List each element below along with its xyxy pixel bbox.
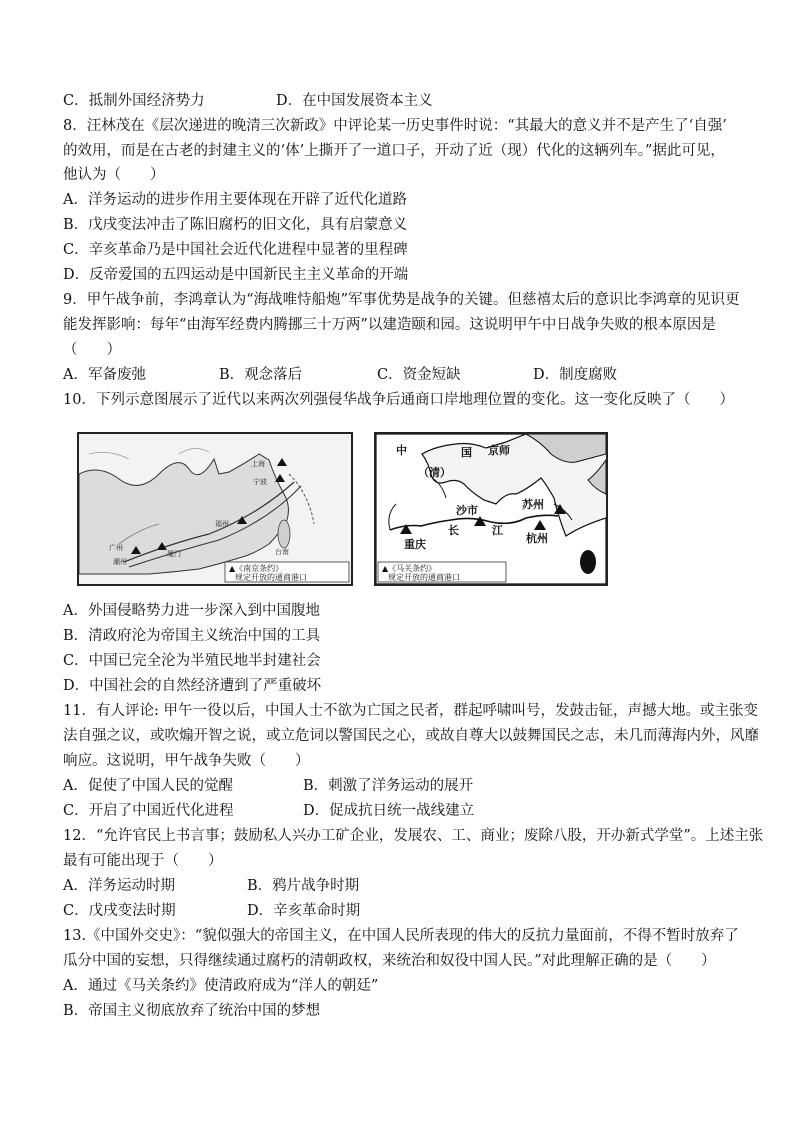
map-label-capital: 京师 (488, 444, 510, 457)
q8-stem-line-1: 8．汪林茂在《层次递进的晚清三次新政》中评论某一历史事件时说：“其最大的意义并不是产生了‘自强’ (63, 118, 727, 134)
port-label-suzhou: 苏州 (522, 498, 544, 511)
port-label-chongqing: 重庆 (404, 538, 426, 551)
q11-option-b: B．刺激了洋务运动的展开 (303, 778, 474, 794)
map-caption-title: ▲《南京条约》 (229, 564, 284, 573)
port-label-hangzhou: 杭州 (526, 532, 548, 545)
q9-stem-line-2: 能发挥影响：每年“由海军经费内腾挪三十万两”以建造颐和园。这说明甲午中日战争失败的根本原因是 (63, 317, 716, 333)
q12-option-c: C．戊戌变法时期 (63, 903, 176, 919)
q9-stem-line-3: （ ） (63, 342, 121, 358)
q12-option-b: B．鸦片战争时期 (247, 878, 360, 894)
q13-stem-line-2: 瓜分中国的妄想，只得继续通过腐朽的清朝政权，来统治和奴役中国人民。”对此理解正确的是（ ） (63, 953, 716, 969)
q11-stem-line-3: 响应。这说明，甲午战争失败（ ） (63, 753, 310, 769)
map-label-guo: 国 (461, 446, 472, 459)
q12-option-d: D．辛亥革命时期 (247, 903, 361, 919)
port-label-guangzhou: 广州 (109, 544, 123, 552)
q12-stem-line-2: 最有可能出现于（ ） (63, 853, 223, 869)
port-label-chaozhou: 潮州 (113, 558, 127, 566)
map-label-chang: 长 (448, 524, 459, 537)
q13-option-a: A．通过《马关条约》使清政府成为“洋人的朝廷” (63, 978, 379, 994)
q11-stem-line-1: 11．有人评论: 甲午一役以后，中国人士不欲为亡国之民者，群起呼啸叫号，发鼓击钲，声撼大地。或主张变 (63, 703, 758, 719)
q8-option-a: A．洋务运动的进步作用主要体现在开辟了近代化道路 (63, 192, 407, 208)
port-label-fuzhou: 福州 (215, 520, 229, 528)
q9-stem-line-1: 9．甲午战争前，李鸿章认为“海战唯恃船炮”军事优势是战争的关键。但慈禧太后的意识比李鸿章的见识更 (63, 292, 740, 308)
q8-option-d: D．反帝爱国的五四运动是中国新民主主义革命的开端 (63, 267, 409, 283)
map-label-qing: （清） (418, 466, 451, 479)
q11-option-d: D．促成抗日统一战线建立 (303, 803, 475, 819)
map-caption-title: ▲《马关条约》 (382, 564, 437, 573)
port-label-ningbo: 宁波 (253, 478, 267, 486)
q10-stem: 10．下列示意图展示了近代以来两次列强侵华战争后通商口岸地理位置的变化。这一变化反映了（ ） (63, 392, 734, 408)
map-label-zhong: 中 (396, 444, 407, 457)
q10-option-d: D．中国社会的自然经济遭到了严重破坏 (63, 678, 322, 694)
map-label-jiang: 江 (492, 524, 503, 537)
q9-option-c: C．资金短缺 (377, 367, 461, 383)
q8-option-b: B．戊戌变法冲击了陈旧腐朽的旧文化，具有启蒙意义 (63, 217, 408, 233)
q10-option-a: A．外国侵略势力进一步深入到中国腹地 (63, 603, 320, 619)
q13-option-b: B．帝国主义彻底放弃了统治中国的梦想 (63, 1003, 321, 1019)
port-label-shashi: 沙市 (456, 504, 478, 517)
q13-stem-line-1: 13.《中国外交史》：“貌似强大的帝国主义，在中国人民所表现的伟大的反抗力量面前，不得不暂时放弃了 (63, 928, 739, 944)
q12-option-a: A．洋务运动时期 (63, 878, 175, 894)
treaty-of-shimonoseki-ports-map (374, 432, 608, 586)
port-label-tainan: 台南 (275, 548, 289, 556)
treaty-of-nanking-ports-map (77, 432, 353, 586)
q11-stem-line-2: 法自强之议，或吹煽开智之说，或立危词以警国民之心，或故自尊大以鼓舞国民之志，未几而薄海内外，风靡 (63, 728, 759, 744)
q9-option-a: A．军备废弛 (63, 367, 146, 383)
q9-option-b: B．观念落后 (219, 367, 303, 383)
q8-stem-line-3: 他认为（ ） (63, 167, 165, 183)
q12-stem-line-1: 12．“允许官民上书言事；鼓励私人兴办工矿企业，发展农、工、商业；废除八股，开办新式学堂”。上述主张 (63, 828, 764, 844)
map-caption-subtitle: 规定开放的通商港口 (235, 573, 307, 582)
q7-option-c: C．抵制外国经济势力 (63, 93, 205, 109)
port-label-xiamen: 厦门 (167, 550, 181, 558)
port-label-shanghai: 上海 (251, 460, 265, 468)
q11-option-c: C．开启了中国近代化进程 (63, 803, 234, 819)
q10-option-c: C．中国已完全沦为半殖民地半封建社会 (63, 653, 321, 669)
q10-option-b: B．清政府沦为帝国主义统治中国的工具 (63, 628, 321, 644)
q8-option-c: C．辛亥革命乃是中国社会近代化进程中显著的里程碑 (63, 242, 408, 258)
q11-option-a: A．促使了中国人民的觉醒 (63, 778, 233, 794)
q8-stem-line-2: 的效用，而是在古老的封建主义的‘体’上撕开了一道口子，开动了近（现）代化的这辆列车。”据此可见， (63, 143, 725, 159)
map-caption-subtitle: 规定开放的通商港口 (388, 573, 460, 582)
q9-option-d: D．制度腐败 (533, 367, 618, 383)
port-marker-shanghai (277, 458, 287, 466)
q7-option-d: D．在中国发展资本主义 (276, 93, 433, 109)
